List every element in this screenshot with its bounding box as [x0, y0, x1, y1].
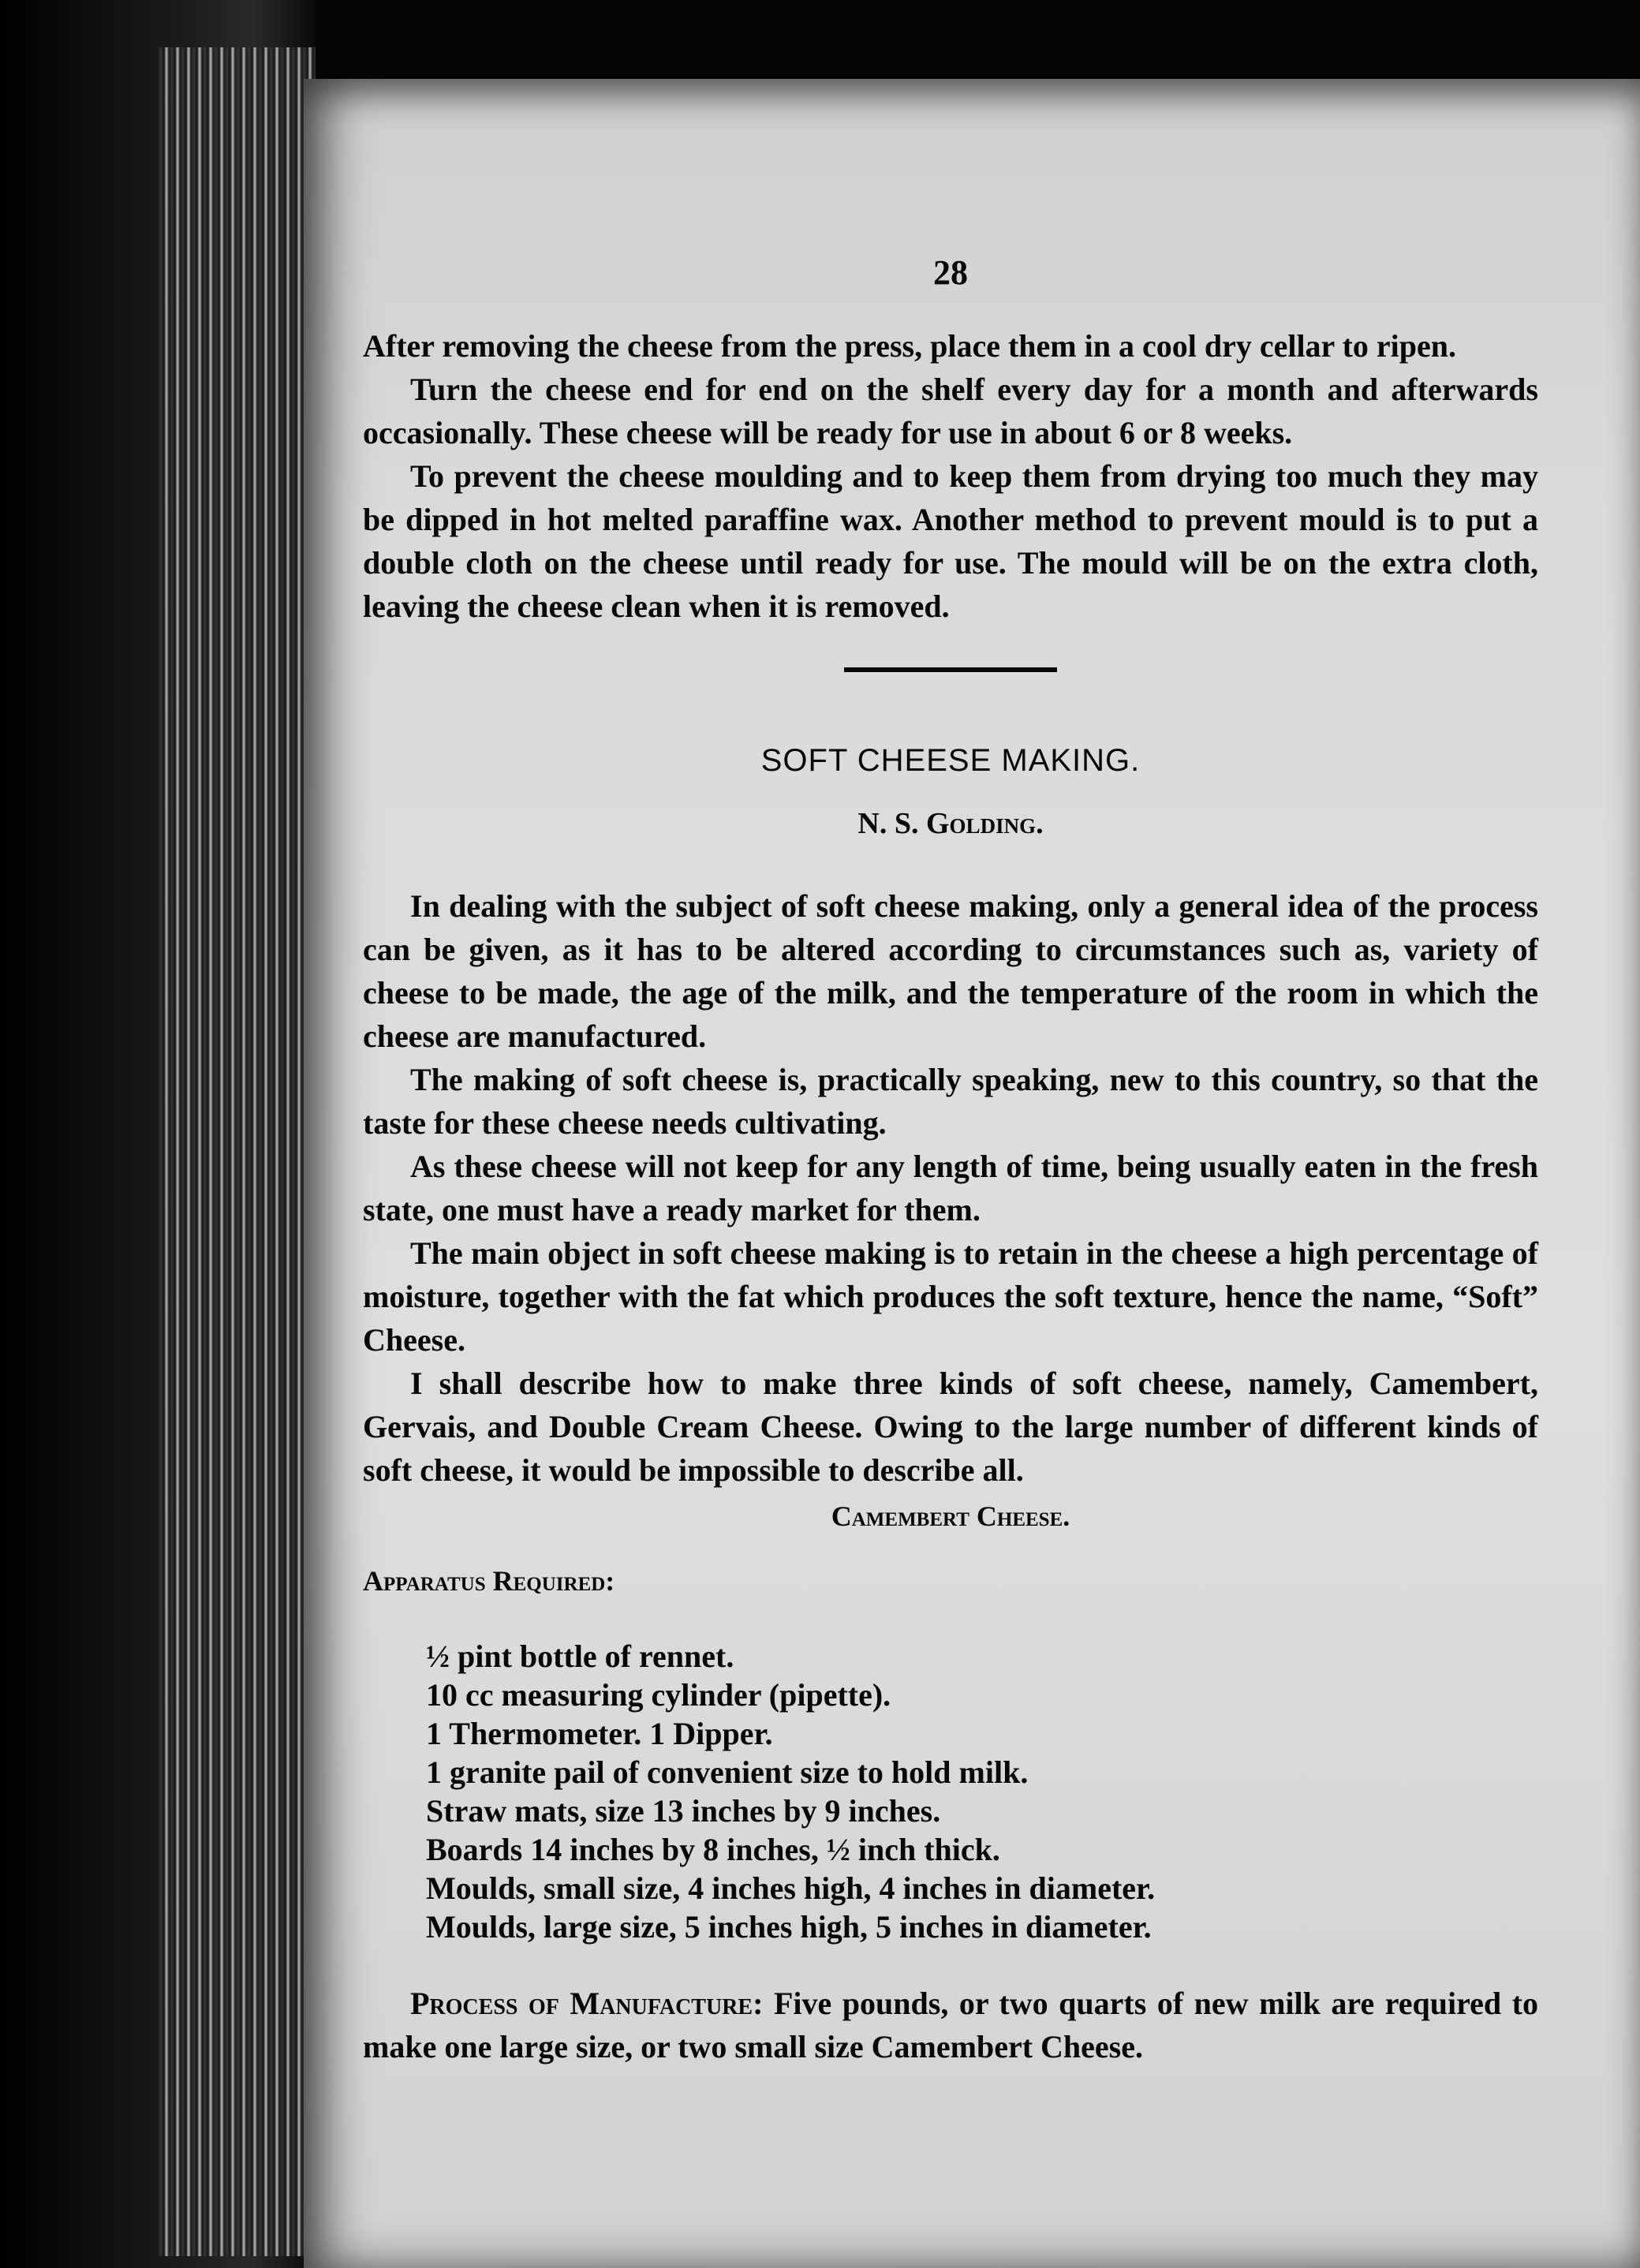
section-divider	[844, 667, 1057, 672]
intro-paragraph: After removing the cheese from the press, place them in a cool dry cellar to ripen.	[363, 328, 1457, 364]
page-number: 28	[933, 253, 968, 292]
intro-paragraph: Turn the cheese end for end on the shelf every day for a month and afterwards occasionally. These cheese will be ready for use in about 6 or 8 weeks.	[363, 372, 1538, 450]
list-item: 1 granite pail of convenient size to hold milk.	[426, 1754, 1029, 1790]
body-paragraph: As these cheese will not keep for any length of time, being usually eaten in the fresh state, one must have a ready market for them.	[363, 1149, 1538, 1227]
body-paragraph: I shall describe how to make three kinds of soft cheese, namely, Camembert, Gervais, and Double Cream Cheese. Owing to the large number of different kinds of soft cheese, it would be impossible to describe all.	[363, 1366, 1538, 1488]
apparatus-list	[426, 1637, 1538, 1946]
author-name: N. S. Golding.	[857, 807, 1044, 840]
page-stack-edges	[158, 47, 316, 2256]
process-label: Process of Manufacture:	[410, 1986, 764, 2021]
list-item: Moulds, small size, 4 inches high, 4 inches in diameter.	[426, 1870, 1156, 1906]
process-text: Five pounds, or two quarts of new milk are required to make one large size, or two small size Camembert Cheese.	[363, 1986, 1539, 2064]
apparatus-label: Apparatus Required:	[363, 1565, 615, 1597]
page-content	[363, 252, 1538, 2068]
list-item: Moulds, large size, 5 inches high, 5 inches in diameter.	[426, 1909, 1152, 1945]
list-item: 10 cc measuring cylinder (pipette).	[426, 1677, 891, 1713]
body-paragraph: The main object in soft cheese making is to retain in the cheese a high percentage of moisture, together with the fat which produces the soft texture, hence the name, “Soft” Cheese.	[363, 1235, 1538, 1358]
list-item: Straw mats, size 13 inches by 9 inches.	[426, 1793, 941, 1829]
body-paragraph: In dealing with the subject of soft cheese making, only a general idea of the process can be given, as it has to be altered according to circumstances such as, variety of cheese to be made, the age of the milk, and the temperature of the room in which the cheese are manufactured.	[363, 888, 1538, 1054]
list-item: 1 Thermometer. 1 Dipper.	[426, 1716, 773, 1751]
camembert-subheading: Camembert Cheese.	[831, 1500, 1070, 1532]
body-paragraph: The making of soft cheese is, practically speaking, new to this country, so that the taste for these cheese needs cultivating.	[363, 1062, 1538, 1141]
list-item: Boards 14 inches by 8 inches, ½ inch thick.	[426, 1832, 1000, 1867]
section-title: SOFT CHEESE MAKING.	[760, 743, 1141, 778]
intro-paragraph: To prevent the cheese moulding and to keep them from drying too much they may be dipped in hot melted paraffine wax. Another method to prevent mould is to put a double cloth on the cheese until ready for use. The mould will be on the extra cloth, leaving the cheese clean when it is removed.	[363, 458, 1538, 624]
process-paragraph	[363, 1982, 1538, 2068]
list-item: ½ pint bottle of rennet.	[426, 1638, 734, 1674]
